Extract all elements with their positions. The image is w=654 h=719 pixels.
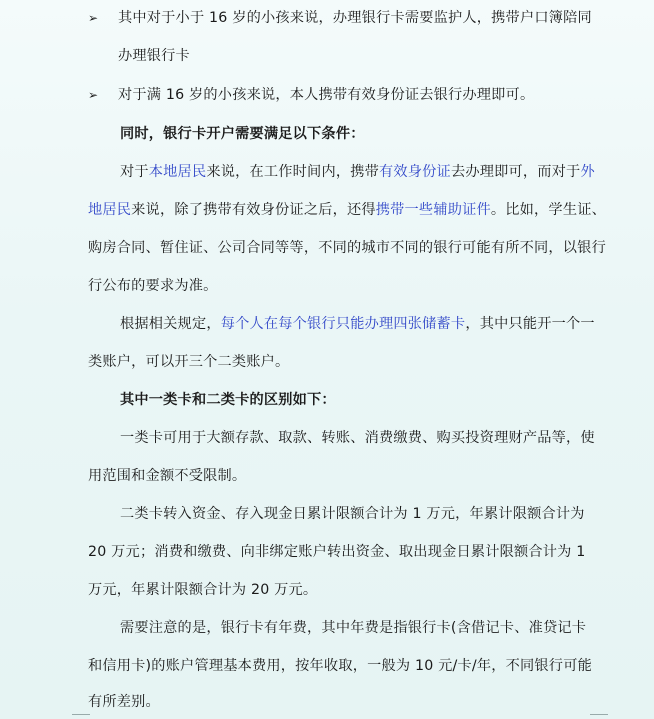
bullet-arrow-icon: ➢: [88, 88, 99, 102]
class1-line-2: 用范围和金额不受限制。: [88, 468, 247, 484]
bullet-1-line-2: 办理银行卡: [118, 48, 190, 64]
class2-line-2: 20 万元；消费和缴费、向非绑定账户转出资金、取出现金日累计限额合计为 1: [88, 544, 586, 560]
text: 根据相关规定，: [120, 316, 221, 332]
conditions-line-3: 购房合同、暂住证、公司合同等等，不同的城市不同的银行可能有所不同，以银行: [88, 240, 606, 256]
conditions-line-2: [88, 200, 606, 220]
bullet-marker: [88, 8, 98, 28]
link-nonlocal-resident-part2[interactable]: 地居民: [88, 202, 132, 218]
fee-line-3: 有所差别。: [88, 694, 160, 710]
text: ，其中只能开一个一: [465, 316, 595, 332]
link-local-resident[interactable]: 本地居民: [148, 164, 207, 180]
fee-line-2: 和信用卡)的账户管理基本费用，按年收取，一般为 10 元/卡/年，不同银行可能: [88, 658, 592, 674]
text: 对于: [120, 164, 149, 180]
page-corner-mark-right: [590, 714, 608, 719]
bullet-2-line-1: 对于满 16 岁的小孩来说，本人携带有效身份证去银行办理即可。: [118, 87, 535, 103]
heading-conditions: 同时，银行卡开户需要满足以下条件：: [120, 126, 365, 142]
text: 。比如，学生证、: [490, 202, 606, 218]
class1-line-1: 一类卡可用于大额存款、取款、转账、消费缴费、购买投资理财产品等，使: [120, 430, 595, 446]
bullet-marker: [88, 85, 98, 105]
class2-line-1: 二类卡转入资金、存入现金日累计限额合计为 1 万元，年累计限额合计为: [120, 506, 585, 522]
conditions-line-4: 行公布的要求为准。: [88, 278, 218, 294]
conditions-line-1: [120, 162, 595, 182]
text: 去办理即可，而对于: [450, 164, 581, 180]
text: 来说，在工作时间内，携带: [206, 164, 379, 180]
bullet-1-line-1: 其中对于小于 16 岁的小孩来说，办理银行卡需要监护人，携带户口簿陪同: [118, 10, 592, 26]
page-corner-mark-left: [72, 714, 90, 719]
link-four-cards-rule[interactable]: 每个人在每个银行只能办理四张储蓄卡: [220, 316, 466, 332]
link-supporting-documents[interactable]: 携带一些辅助证件: [375, 202, 491, 218]
rules-line-2: 类账户，可以开三个二类账户。: [88, 354, 290, 370]
class2-line-3: 万元，年累计限额合计为 20 万元。: [88, 582, 318, 598]
fee-line-1: 需要注意的是，银行卡有年费，其中年费是指银行卡(含借记卡、准贷记卡: [120, 620, 587, 636]
bullet-arrow-icon: ➢: [88, 11, 99, 25]
text: 来说，除了携带有效身份证之后，还得: [131, 202, 376, 218]
link-nonlocal-resident-part1[interactable]: 外: [580, 164, 595, 180]
rules-line-1: [120, 314, 595, 334]
heading-difference: 其中一类卡和二类卡的区别如下：: [120, 392, 336, 408]
link-valid-id[interactable]: 有效身份证: [379, 164, 451, 180]
